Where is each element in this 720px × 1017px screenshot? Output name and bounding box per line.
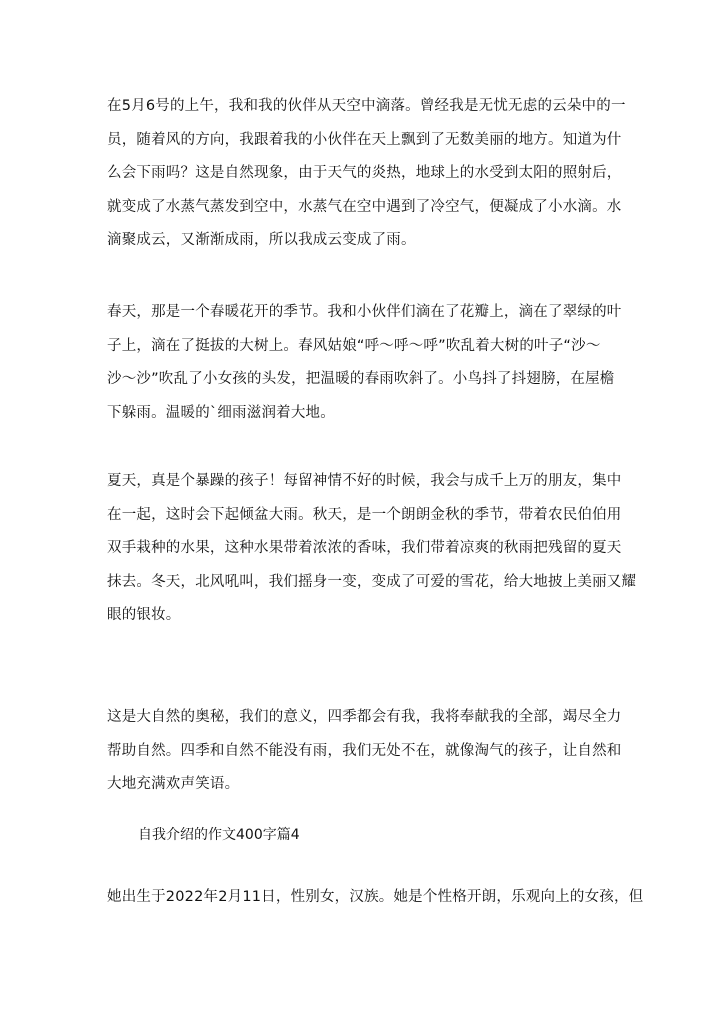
text-line: 就变成了水蒸气蒸发到空中，水蒸气在空中遇到了冷空气，便凝成了小水滴。水 — [107, 198, 622, 215]
paragraph-nature-secret — [107, 701, 622, 802]
text-line: 这是大自然的奥秘，我们的意义，四季都会有我，我将奉献我的全部，竭尽全力 — [107, 709, 622, 725]
text-line: 春天，那是一个春暖花开的季节。我和小伙伴们滴在了花瓣上，滴在了翠绿的叶 — [107, 304, 622, 320]
paragraph-rain-origin — [107, 90, 626, 258]
text-line: 抹去。冬天，北风吼叫，我们摇身一变，变成了可爱的雪花，给大地披上美丽又耀 — [107, 573, 637, 590]
text-line: 员，随着风的方向，我跟着我的小伙伴在天上飘到了无数美丽的地方。知道为什 — [107, 131, 622, 148]
text-line: 大地充满欢声笑语。 — [107, 776, 240, 792]
paragraph-summer-autumn-winter — [107, 465, 637, 633]
text-line: 沙～沙”吹乱了小女孩的头发，把温暖的春雨吹斜了。小鸟抖了抖翅膀，在屋檐 — [107, 371, 615, 387]
text-line: 下躲雨。温暖的`细雨滋润着大地。 — [107, 404, 335, 421]
text-line: 帮助自然。四季和自然不能没有雨，我们无处不在，就像淘气的孩子，让自然和 — [107, 742, 622, 759]
text-line: 子上，滴在了挺拔的大树上。春风姑娘“呼～呼～呼”吹乱着大树的叶子“沙～ — [107, 337, 601, 354]
text-line: 么会下雨吗？这是自然现象，由于天气的炎热，地球上的水受到太阳的照射后， — [107, 165, 622, 181]
text-line: 双手栽种的水果，这种水果带着浓浓的香味，我们带着凉爽的秋雨把残留的夏天 — [107, 540, 622, 556]
text-line: 在5月6号的上午，我和我的伙伴从天空中滴落。曾经我是无忧无虑的云朵中的一 — [107, 98, 626, 114]
text-line: 滴聚成云，又渐渐成雨，所以我成云变成了雨。 — [107, 232, 416, 248]
text-line: 在一起，这时会下起倾盆大雨。秋天，是一个朗朗金秋的季节，带着农民伯伯用 — [107, 506, 622, 523]
text-line: 眼的银妆。 — [107, 607, 181, 623]
section-heading: 自我介绍的作文400字篇4 — [138, 827, 300, 843]
text-line: 夏天，真是个暴躁的孩子！每留神情不好的时候，我会与成千上万的朋友，集中 — [107, 473, 622, 489]
paragraph-spring — [107, 296, 622, 430]
paragraph-self-introduction — [107, 881, 644, 915]
text-line: 她出生于2022年2月11日，性别女，汉族。她是个性格开朗，乐观向上的女孩，但 — [107, 889, 644, 905]
